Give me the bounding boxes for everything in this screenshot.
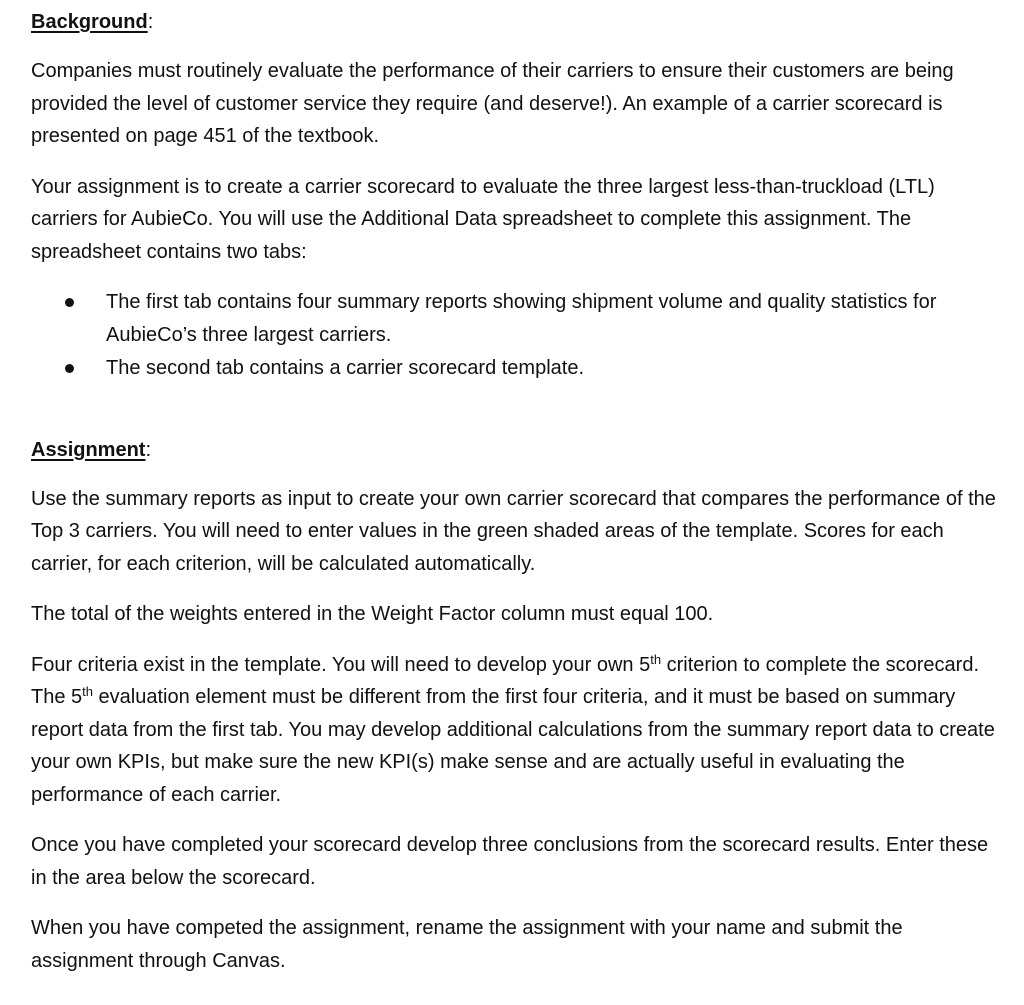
background-paragraph-2: Your assignment is to create a carrier scorecard to evaluate the three largest less-than-truckload (LTL) carriers for AubieCo. You will use the Additional Data spreadsheet to complete this assignment. The spreadsheet contains two tabs: bbox=[31, 175, 935, 263]
background-heading-colon: : bbox=[147, 11, 154, 33]
ordinal-suffix-2: th bbox=[82, 684, 93, 699]
tabs-bullet-list bbox=[31, 286, 1006, 385]
assignment-heading-label: Assignment bbox=[31, 438, 146, 461]
background-heading bbox=[31, 6, 1006, 38]
bullet-item-second-tab bbox=[31, 352, 1006, 385]
assignment-paragraph-2: The total of the weights entered in the Weight Factor column must equal 100. bbox=[31, 603, 714, 625]
criteria-text-part-2: criterion to complete the scorecard. The 5 bbox=[31, 653, 980, 708]
criteria-text-part-1: Four criteria exist in the template. You will need to develop your own 5 bbox=[31, 653, 651, 676]
background-paragraph-1: Companies must routinely evaluate the performance of their carriers to ensure their customers are being provided the level of customer service they require (and deserve!). An example of a carrier scorecard is presented on page 451 of the textbook. bbox=[31, 60, 954, 147]
assignment-paragraph-5: When you have competed the assignment, rename the assignment with your name and submit the assignment through Canvas. bbox=[31, 917, 903, 972]
bullet-item-first-tab bbox=[31, 286, 1006, 351]
document-body bbox=[31, 0, 1006, 977]
assignment-paragraph-4: Once you have completed your scorecard develop three conclusions from the scorecard results. Enter these in the area below the scorecard. bbox=[31, 834, 989, 889]
assignment-paragraph-1: Use the summary reports as input to create your own carrier scorecard that compares the performance of the Top 3 carriers. You will need to enter values in the green shaded areas of the template. Scores for each carrier, for each criterion, will be calculated automatically. bbox=[31, 487, 996, 575]
criteria-text-part-3: evaluation element must be different from the first four criteria, and it must be based on summary report data from the first tab. You may develop additional calculations from the summary report data to create your own KPIs, but make sure the new KPI(s) make sense and are actually useful in evaluating the performance of each carrier. bbox=[31, 686, 995, 806]
ordinal-suffix-1: th bbox=[650, 651, 662, 667]
assignment-paragraph-3 bbox=[31, 649, 1006, 812]
background-heading-label: Background bbox=[31, 11, 148, 33]
assignment-heading bbox=[31, 434, 1006, 466]
bullet-text-first-tab: The first tab contains four summary reports showing shipment volume and quality statistics for AubieCo’s three largest carriers. bbox=[106, 291, 937, 346]
bullet-icon bbox=[65, 364, 74, 373]
bullet-icon bbox=[65, 298, 74, 307]
bullet-text-second-tab: The second tab contains a carrier scorecard template. bbox=[106, 357, 585, 379]
assignment-heading-colon: : bbox=[145, 438, 152, 461]
